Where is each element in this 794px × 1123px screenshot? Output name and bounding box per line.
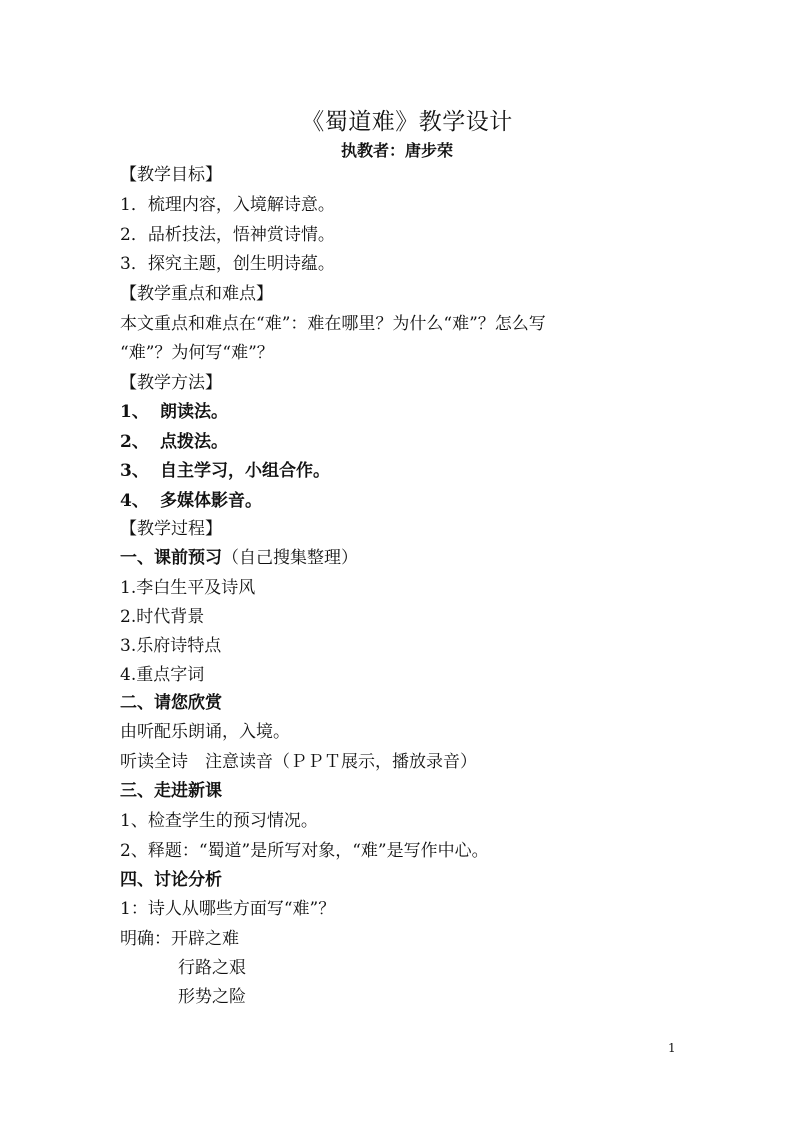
preview-item: 1.李白生平及诗风 xyxy=(120,578,256,598)
method-number: 2、 xyxy=(120,432,149,452)
methods-heading: 【教学方法】 xyxy=(120,373,222,393)
answer-item: 形势之险 xyxy=(178,987,246,1007)
objective-item: 2．品析技法，悟神赏诗情。 xyxy=(120,225,335,245)
method-number: 3、 xyxy=(120,461,149,481)
method-text: 自主学习，小组合作。 xyxy=(160,461,330,481)
part2-title: 二、请您欣赏 xyxy=(120,693,222,713)
method-item xyxy=(120,490,262,512)
part4-title: 四、讨论分析 xyxy=(120,870,222,890)
answer-item: 行路之艰 xyxy=(178,958,246,978)
part3-line: 2、释题：“蜀道”是所写对象，“难”是写作中心。 xyxy=(120,841,489,861)
objective-item: 1．梳理内容，入境解诗意。 xyxy=(120,195,335,215)
part1-heading xyxy=(120,547,358,569)
part1-note: （自己搜集整理） xyxy=(222,548,358,568)
part1-title: 一、课前预习 xyxy=(120,548,222,568)
objectives-heading: 【教学目标】 xyxy=(120,165,222,185)
page-number: 1 xyxy=(668,1041,676,1055)
objective-item: 3．探究主题，创生明诗蕴。 xyxy=(120,254,335,274)
keypoints-heading: 【教学重点和难点】 xyxy=(120,284,273,304)
part2-line: 听读全诗 注意读音（ＰＰＴ展示，播放录音） xyxy=(120,752,477,772)
part4-question: 1：诗人从哪些方面写“难”？ xyxy=(120,899,336,919)
preview-item: 2.时代背景 xyxy=(120,607,205,627)
part3-line: 1、检查学生的预习情况。 xyxy=(120,811,318,831)
part2-line: 由听配乐朗诵，入境。 xyxy=(120,722,290,742)
answer-item: 开辟之难 xyxy=(171,929,239,949)
method-item xyxy=(120,401,228,423)
method-item xyxy=(120,460,330,482)
process-heading: 【教学过程】 xyxy=(120,519,222,539)
method-number: 1、 xyxy=(120,402,149,422)
preview-item: 4.重点字词 xyxy=(120,665,205,685)
answer-label: 明确： xyxy=(120,929,171,949)
part4-answer-line xyxy=(120,928,239,950)
part3-title: 三、走进新课 xyxy=(120,781,222,801)
author-line: 执教者：唐步荣 xyxy=(340,141,453,160)
method-text: 多媒体影音。 xyxy=(160,491,262,511)
keypoints-text-line1: 本文重点和难点在“难”：难在哪里？为什么“难”？怎么写 xyxy=(120,314,546,334)
keypoints-text-line2: “难”？为何写“难”？ xyxy=(120,343,274,363)
method-item xyxy=(120,431,228,453)
method-text: 朗读法。 xyxy=(160,402,228,422)
document-title: 《蜀道难》教学设计 xyxy=(301,109,513,135)
method-text: 点拨法。 xyxy=(160,432,228,452)
preview-item: 3.乐府诗特点 xyxy=(120,636,222,656)
method-number: 4、 xyxy=(120,491,149,511)
